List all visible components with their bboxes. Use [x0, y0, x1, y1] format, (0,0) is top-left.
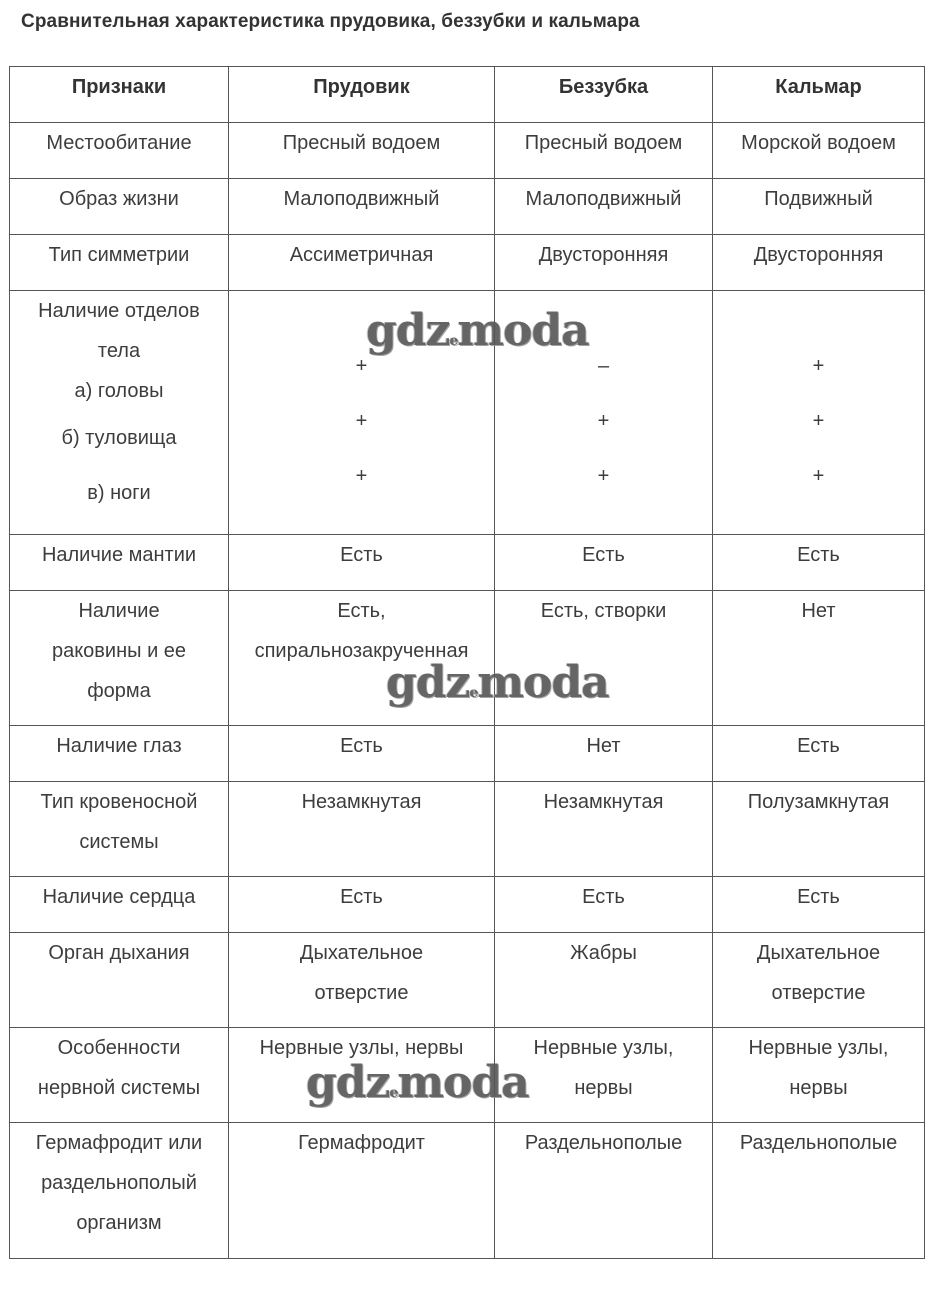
presence-mark: + [355, 465, 368, 487]
table-row [10, 933, 925, 1028]
squid-cell-line: Есть [797, 735, 840, 757]
squid-cell-line: Есть [797, 886, 840, 908]
squid-cell-line: Дыхательное [756, 942, 881, 964]
feature-cell [10, 235, 229, 291]
header-row [10, 67, 925, 123]
pond-snail-cell [229, 877, 495, 933]
pond-snail-cell-line: Дыхательное [299, 942, 424, 964]
mussel-cell-line: Пресный водоем [524, 132, 683, 154]
header-mussel: Беззубка [495, 67, 713, 123]
pond-snail-cell [229, 1123, 495, 1259]
feature-cell-line: Наличие отделов [38, 300, 200, 322]
mussel-cell-line: Есть, створки [540, 600, 667, 622]
squid-cell [713, 933, 925, 1028]
feature-cell-line: Тип кровеносной [40, 791, 198, 813]
watermark: gdzemoda [386, 657, 609, 708]
feature-cell [10, 877, 229, 933]
pond-snail-cell [229, 235, 495, 291]
pond-snail-cell [229, 123, 495, 179]
pond-snail-cell-line: Пресный водоем [282, 132, 441, 154]
mussel-cell-line: Двусторонняя [538, 244, 669, 266]
mussel-cell [495, 782, 713, 877]
pond-snail-cell-line: Малоподвижный [283, 188, 440, 210]
feature-cell-line: Местообитание [46, 132, 192, 154]
squid-cell [713, 179, 925, 235]
feature-cell-line: в) ноги [87, 482, 151, 504]
presence-mark: – [597, 355, 610, 377]
table-row [10, 726, 925, 782]
mussel-cell [495, 235, 713, 291]
pond-snail-cell-line: Есть [340, 544, 383, 566]
squid-cell-line: Нет [801, 600, 836, 622]
feature-cell-line: форма [87, 680, 151, 702]
pond-snail-cell-line: Нервные узлы, нервы [259, 1037, 464, 1059]
feature-cell-line: системы [79, 831, 159, 853]
feature-cell-line: Наличие глаз [56, 735, 182, 757]
mussel-cell-line: Незамкнутая [543, 791, 664, 813]
mussel-cell [495, 179, 713, 235]
presence-mark: + [812, 355, 825, 377]
squid-cell [713, 591, 925, 726]
table-row [10, 877, 925, 933]
feature-cell-line: Наличие мантии [41, 544, 197, 566]
feature-cell-line: Наличие сердца [42, 886, 196, 908]
squid-cell [713, 535, 925, 591]
feature-cell-line: а) головы [74, 380, 164, 402]
pond-snail-cell-line: Гермафродит [298, 1132, 425, 1154]
table-row [10, 782, 925, 877]
squid-cell-line: Подвижный [764, 188, 873, 210]
mussel-cell-line: Есть [582, 886, 625, 908]
feature-cell-line: организм [76, 1212, 162, 1234]
presence-mark: + [597, 410, 610, 432]
table-row [10, 1123, 925, 1259]
pond-snail-cell-line: Незамкнутая [301, 791, 422, 813]
squid-cell [713, 726, 925, 782]
pond-snail-cell-line: спиральнозакрученная [254, 640, 469, 662]
table-row [10, 179, 925, 235]
mussel-cell-line: Нет [586, 735, 621, 757]
mussel-cell [495, 1123, 713, 1259]
mussel-cell [495, 877, 713, 933]
pond-snail-cell-line: отверстие [314, 982, 409, 1004]
mussel-cell-line: Нервные узлы, [533, 1037, 674, 1059]
squid-cell [713, 235, 925, 291]
pond-snail-cell [229, 179, 495, 235]
table-row [10, 535, 925, 591]
feature-cell [10, 291, 229, 535]
pond-snail-cell-line: Есть [340, 886, 383, 908]
feature-cell [10, 123, 229, 179]
feature-cell [10, 1123, 229, 1259]
squid-cell-line: Морской водоем [741, 132, 896, 154]
mussel-cell-line: Малоподвижный [525, 188, 682, 210]
pond-snail-cell [229, 726, 495, 782]
presence-mark: + [812, 410, 825, 432]
squid-cell-line: Двусторонняя [753, 244, 884, 266]
pond-snail-cell [229, 535, 495, 591]
feature-cell [10, 591, 229, 726]
squid-cell-line: Раздельнополые [739, 1132, 898, 1154]
feature-cell-line: Образ жизни [59, 188, 179, 210]
presence-mark: + [355, 355, 368, 377]
mussel-cell-line: Жабры [570, 942, 637, 964]
squid-cell-line: нервы [789, 1077, 848, 1099]
squid-cell-line: отверстие [771, 982, 866, 1004]
mussel-cell [495, 726, 713, 782]
squid-cell [713, 1123, 925, 1259]
squid-cell-line: Полузамкнутая [747, 791, 890, 813]
header-features: Признаки [10, 67, 229, 123]
feature-cell [10, 726, 229, 782]
feature-cell-line: Гермафродит или [35, 1132, 203, 1154]
watermark: gdzemoda [306, 1057, 529, 1108]
feature-cell-line: б) туловища [61, 427, 177, 449]
feature-cell [10, 179, 229, 235]
page-title: Сравнительная характеристика прудовика, беззубки и кальмара [21, 11, 640, 32]
squid-cell [713, 782, 925, 877]
feature-cell-line: Тип симметрии [48, 244, 190, 266]
squid-cell-line: Нервные узлы, [748, 1037, 889, 1059]
feature-cell [10, 933, 229, 1028]
mussel-cell [495, 535, 713, 591]
table-row [10, 123, 925, 179]
presence-mark: + [812, 465, 825, 487]
pond-snail-cell-line: Есть [340, 735, 383, 757]
pond-snail-cell [229, 782, 495, 877]
feature-cell-line: раковины и ее [51, 640, 187, 662]
presence-mark: + [355, 410, 368, 432]
table-row [10, 235, 925, 291]
mussel-cell-line: Есть [582, 544, 625, 566]
mussel-cell-line: нервы [574, 1077, 633, 1099]
feature-cell-line: тела [97, 340, 141, 362]
header-pond-snail: Прудовик [229, 67, 495, 123]
feature-cell-line: нервной системы [37, 1077, 201, 1099]
presence-mark: + [597, 465, 610, 487]
feature-cell-line: раздельнополый [41, 1172, 197, 1194]
pond-snail-cell [229, 933, 495, 1028]
squid-cell [713, 291, 925, 535]
squid-cell [713, 123, 925, 179]
pond-snail-cell-line: Ассиметричная [289, 244, 434, 266]
mussel-cell-line: Раздельнополые [524, 1132, 683, 1154]
feature-cell-line: Наличие [78, 600, 160, 622]
feature-cell [10, 535, 229, 591]
watermark: gdzemoda [366, 305, 589, 356]
mussel-cell [495, 123, 713, 179]
pond-snail-cell-line: Есть, [337, 600, 386, 622]
mussel-cell [495, 933, 713, 1028]
squid-cell [713, 1028, 925, 1123]
feature-cell [10, 782, 229, 877]
squid-cell-line: Есть [797, 544, 840, 566]
feature-cell [10, 1028, 229, 1123]
feature-cell-line: Орган дыхания [48, 942, 190, 964]
squid-cell [713, 877, 925, 933]
header-squid: Кальмар [713, 67, 925, 123]
feature-cell-line: Особенности [57, 1037, 181, 1059]
